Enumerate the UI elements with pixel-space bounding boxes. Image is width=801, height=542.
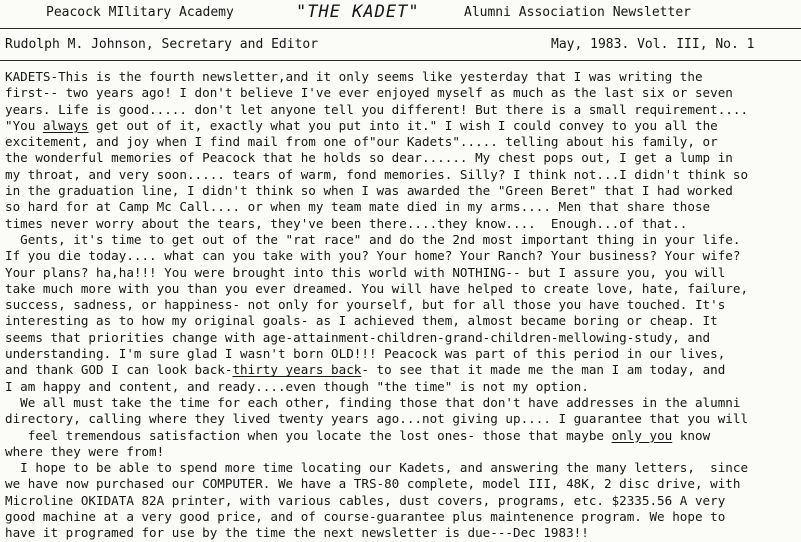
body-line xyxy=(5,134,801,150)
text-run: Microline OKIDATA 82A printer, with various cables, dust covers, programs, etc. $2335.56 A very xyxy=(5,492,726,508)
text-run: good machine at a very good price, and of course-guarantee plus maintenence program. We hope to xyxy=(5,509,726,525)
body-line xyxy=(5,85,801,101)
text-run: directory, calling where they lived twenty years ago...not giving up.... I guarantee that you will xyxy=(5,411,749,427)
body-line xyxy=(5,281,801,297)
text-run: If you die today.... what can you take with you? Your home? Your Ranch? Your business? Your wife? xyxy=(5,248,741,264)
body-line xyxy=(5,330,801,346)
body-line xyxy=(5,199,801,215)
body-line xyxy=(5,216,801,232)
text-run: seems that priorities change with age-attainment-children-grand-children-mellowing-study, and xyxy=(5,329,711,345)
body-line xyxy=(5,460,801,476)
text-run: we have now purchased our COMPUTER. We have a TRS-80 complete, model III, 48K, 2 disc drive, with xyxy=(5,476,741,492)
body-line xyxy=(5,265,801,281)
academy-name: Peacock MIlitary Academy xyxy=(46,5,234,20)
text-run: I hope to be able to spend more time locating our Kadets, and answering the many letters, since xyxy=(5,460,749,476)
body-line xyxy=(5,248,801,264)
body-line xyxy=(5,313,801,329)
body-line xyxy=(5,232,801,248)
text-run: first-- two years ago! I don't believe I've ever enjoyed myself as much as the last six or seven xyxy=(5,85,733,101)
text-run: the wonderful memories of Peacock that he holds so dear...... My chest pops out, I get a lump in xyxy=(5,150,733,166)
underlined-text: only you xyxy=(611,427,673,443)
text-run: excitement, and joy when I find mail from one of"our Kadets"..... telling about his family, or xyxy=(5,134,718,150)
underlined-text: always xyxy=(42,117,89,133)
body-line xyxy=(5,411,801,427)
text-run: where they were from! xyxy=(5,443,165,459)
body-line xyxy=(5,102,801,118)
body-line xyxy=(5,476,801,492)
text-run: years. Life is good..... don't let anyone tell you different! But there is a small requirement.... xyxy=(5,101,749,117)
body-line xyxy=(5,118,801,134)
byline-divider xyxy=(0,60,801,61)
text-run: KADETS-This is the fourth newsletter,and it only seems like yesterday that I was writing the xyxy=(5,69,703,84)
body-line xyxy=(5,395,801,411)
text-run: interesting as to how my original goals- as I achieved them, almost became boring or cheap. It xyxy=(5,313,718,329)
body-line xyxy=(5,525,801,541)
text-run: I am happy and content, and ready....even though "the time" is not my option. xyxy=(5,378,589,394)
text-run: my throat, and very soon..... tears of warm, fond memories. Silly? I think not...I didn't think so xyxy=(5,166,749,182)
article-body xyxy=(5,69,801,542)
text-run: take much more with you than you ever dreamed. You will have helped to create love, hate, failure, xyxy=(5,280,749,296)
text-run: have it programed for use by the time the next newsletter is due---Dec 1983!! xyxy=(5,525,589,541)
text-run: Gents, it's time to get out of the "rat race" and do the 2nd most important thing in your life. xyxy=(5,231,741,247)
header-divider xyxy=(0,28,801,29)
text-run: We all must take the time for each other, finding those that don't have addresses in the alumni xyxy=(5,394,741,410)
text-run: know xyxy=(672,427,711,443)
issue-info: May, 1983. Vol. III, No. 1 xyxy=(551,37,755,52)
text-run: get out of it, exactly what you put into it." I wish I could convey to you all the xyxy=(88,117,718,133)
text-run: so hard for at Camp Mc Call.... or when my team mate died in my arms.... Men that share those xyxy=(5,199,711,215)
body-line xyxy=(5,509,801,525)
text-run: "You xyxy=(5,117,43,133)
body-line xyxy=(5,379,801,395)
text-run: feel tremendous satisfaction when you locate the lost ones- those that maybe xyxy=(5,427,612,443)
body-line xyxy=(5,69,801,85)
byline-row xyxy=(0,36,801,56)
body-line xyxy=(5,183,801,199)
newsletter-subtitle: Alumni Association Newsletter xyxy=(464,5,691,20)
text-run: - to see that it made me the man I am today, and xyxy=(361,362,726,378)
body-line xyxy=(5,493,801,509)
body-line xyxy=(5,428,801,444)
body-line xyxy=(5,167,801,183)
text-run: understanding. I'm sure glad I wasn't born OLD!!! Peacock was part of this period in our lives, xyxy=(5,346,726,362)
underlined-text: thirty years back xyxy=(232,362,362,378)
body-line xyxy=(5,444,801,460)
masthead xyxy=(0,2,801,22)
body-line xyxy=(5,346,801,362)
text-run: success, sadness, or happiness- not only for yourself, but for all those you have touched. It's xyxy=(5,297,726,313)
text-run: in the graduation line, I didn't think so when I was awarded the "Green Beret" that I had worked xyxy=(5,183,733,199)
body-line xyxy=(5,150,801,166)
editor-byline: Rudolph M. Johnson, Secretary and Editor xyxy=(5,37,319,52)
body-line xyxy=(5,297,801,313)
body-line xyxy=(5,362,801,378)
text-run: times never worry about the tears, they've been there....they know.... Enough...of that.. xyxy=(5,215,688,231)
text-run: and thank GOD I can look back- xyxy=(5,362,233,378)
newsletter-title: "THE KADET" xyxy=(296,2,420,22)
text-run: Your plans? ha,ha!!! You were brought into this world with NOTHING-- but I assure you, you will xyxy=(5,264,726,280)
